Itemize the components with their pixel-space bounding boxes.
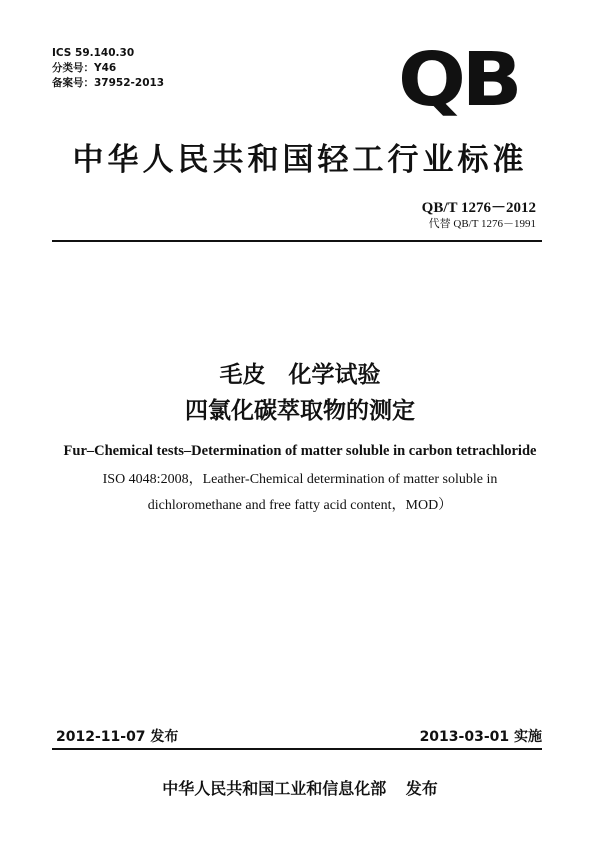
- standard-category-title: 中华人民共和国轻工行业标准: [72, 142, 528, 178]
- english-title: Fur–Chemical tests–Determination of matter soluble in carbon tetrachloride: [63, 443, 537, 459]
- ics-code: ICS 59.140.30: [52, 47, 135, 59]
- publisher: 中华人民共和国工业和信息化部 发布: [162, 779, 438, 798]
- replaces-standard: 代替 QB/T 1276－1991: [428, 218, 536, 230]
- classification-code: 分类号：Y46: [52, 62, 117, 74]
- iso-reference-line1: ISO 4048:2008，Leather-Chemical determination of matter soluble in: [102, 472, 498, 487]
- iso-reference-line2: dichloromethane and free fatty acid content，MOD）: [147, 498, 453, 513]
- qb-logo: QB: [398, 37, 519, 123]
- chinese-title-line2: 四氯化碳萃取物的测定: [185, 398, 415, 424]
- standard-number: QB/T 1276－2012: [421, 200, 536, 216]
- header-divider: [52, 240, 542, 242]
- effective-date: 2013-03-01 实施: [419, 729, 542, 745]
- filing-number: 备案号：37952-2013: [52, 77, 165, 89]
- chinese-title-line1: 毛皮 化学试验: [219, 362, 381, 388]
- issue-date: 2012-11-07 发布: [56, 729, 179, 745]
- document-metadata: [52, 46, 164, 91]
- footer-divider: [52, 748, 542, 750]
